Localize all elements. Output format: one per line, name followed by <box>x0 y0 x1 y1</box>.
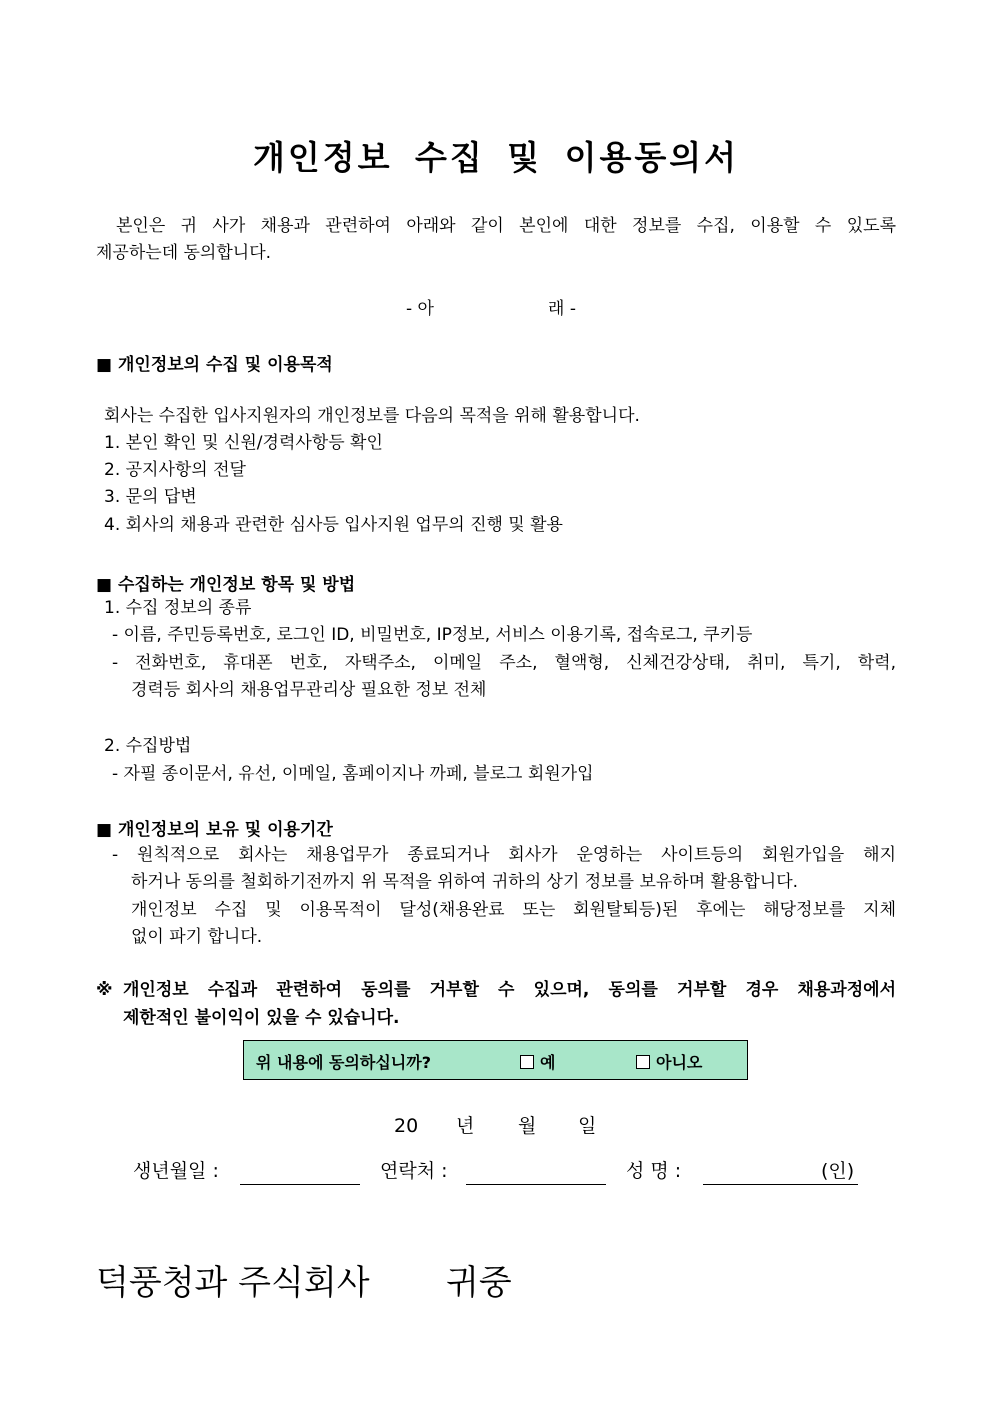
section3-line4: 없이 파기 합니다. <box>131 927 263 947</box>
name-label: 성 명 : <box>626 1160 682 1182</box>
section1-item: 4. 회사의 채용과 관련한 심사등 입사지원 업무의 진행 및 활용 <box>104 515 563 535</box>
section1-heading: ■ 개인정보의 수집 및 이용목적 <box>96 355 333 375</box>
section2-sub1: 1. 수집 정보의 종류 <box>104 598 252 618</box>
consent-box <box>243 1040 748 1080</box>
section3-line1: - 원칙적으로 회사는 채용업무가 종료되거나 회사가 운영하는 사이트등의 회원가입을 해지 <box>112 845 896 865</box>
closing-suffix: 귀중 <box>446 1263 512 1303</box>
section2-bullet3: - 자필 종이문서, 유선, 이메일, 홈페이지나 까페, 블로그 회원가입 <box>112 764 594 784</box>
consent-question: 위 내용에 동의하십니까? <box>256 1053 431 1072</box>
seal-mark: (인) <box>821 1160 855 1182</box>
document-title: 개인정보 수집 및 이용동의서 <box>252 138 739 177</box>
separator-left: - 아 <box>406 299 434 319</box>
intro-line-2: 제공하는데 동의합니다. <box>96 243 272 263</box>
notice-mark: ※ <box>96 980 113 1000</box>
intro-line-1: 본인은 귀 사가 채용과 관련하여 아래와 같이 본인에 대한 정보를 수집, 이용할 수 있도록 <box>116 216 896 236</box>
consent-no-option[interactable] <box>636 1050 702 1073</box>
contact-field[interactable] <box>466 1183 606 1185</box>
section2-bullet1: - 이름, 주민등록번호, 로그인 ID, 비밀번호, IP정보, 서비스 이용기록, 접속로그, 쿠키등 <box>112 625 753 645</box>
date-day-unit: 일 <box>578 1115 597 1137</box>
contact-label: 연락처 : <box>380 1160 448 1182</box>
section1-item: 1. 본인 확인 및 신원/경력사항등 확인 <box>104 433 383 453</box>
section2-heading: ■ 수집하는 개인정보 항목 및 방법 <box>96 575 356 595</box>
birth-field[interactable] <box>240 1183 360 1185</box>
section2-bullet2-line1: - 전화번호, 휴대폰 번호, 자택주소, 이메일 주소, 혈액형, 신체건강상태, 취미, 특기, 학력, <box>112 653 896 673</box>
section2-bullet2-line2: 경력등 회사의 채용업무관리상 필요한 정보 전체 <box>131 680 487 700</box>
section3-line3: 개인정보 수집 및 이용목적이 달성(채용완료 또는 회원탈퇴등)된 후에는 해당정보를 지체 <box>131 900 896 920</box>
section1-item: 2. 공지사항의 전달 <box>104 460 246 480</box>
section1-intro: 회사는 수집한 입사지원자의 개인정보를 다음의 목적을 위해 활용합니다. <box>104 406 640 426</box>
date-year: 20 <box>394 1115 419 1137</box>
yes-checkbox[interactable] <box>520 1055 534 1069</box>
consent-yes-label: 예 <box>540 1053 556 1072</box>
section3-line2: 하거나 동의를 철회하기전까지 위 목적을 위하여 귀하의 상기 정보를 보유하며 활용합니다. <box>131 872 799 892</box>
birth-label: 생년월일 : <box>133 1160 219 1182</box>
section3-heading: ■ 개인정보의 보유 및 이용기간 <box>96 820 333 840</box>
separator-right: 래 - <box>548 299 576 319</box>
section1-item: 3. 문의 답변 <box>104 487 197 507</box>
no-checkbox[interactable] <box>636 1055 650 1069</box>
consent-yes-option[interactable] <box>520 1050 555 1073</box>
notice-line-1: 개인정보 수집과 관련하여 동의를 거부할 수 있으며, 동의를 거부할 경우 채용과정에서 <box>123 980 896 1000</box>
company-name: 덕풍청과 주식회사 <box>96 1263 370 1303</box>
notice-line-2: 제한적인 불이익이 있을 수 있습니다. <box>123 1008 400 1028</box>
section2-sub2: 2. 수집방법 <box>104 736 192 756</box>
consent-no-label: 아니오 <box>656 1053 703 1072</box>
date-year-unit: 년 <box>456 1115 475 1137</box>
date-month-unit: 월 <box>518 1115 537 1137</box>
